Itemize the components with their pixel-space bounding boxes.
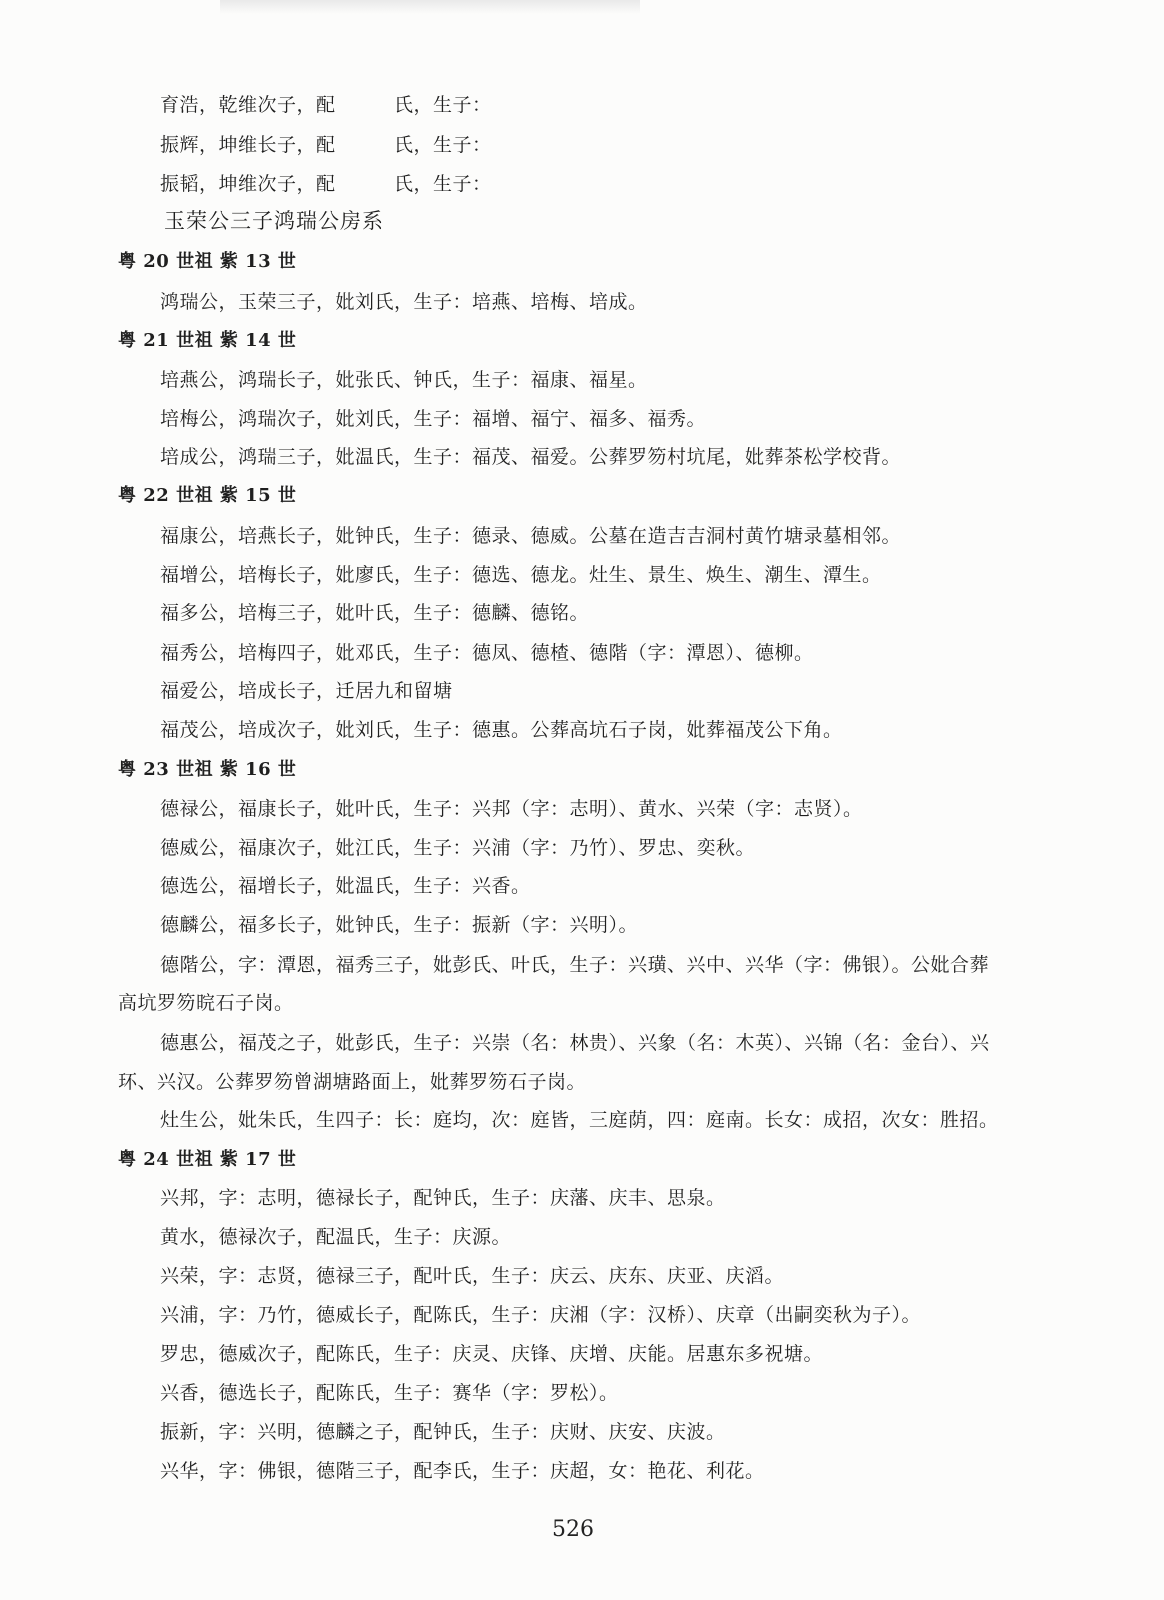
entry-line: 福茂公，培成次子，妣刘氏，生子：德惠。公葬高坑石子岗，妣葬福茂公下角。 — [160, 719, 843, 741]
generation-heading: 粤 23 世祖 紫 16 世 — [118, 759, 297, 780]
entry-line: 福秀公，培梅四子，妣邓氏，生子：德凤、德楂、德階（字：潭恩）、德柳。 — [160, 642, 814, 664]
entry-line: 兴香，德选长子，配陈氏，生子：赛华（字：罗松）。 — [160, 1382, 619, 1404]
entry-line: 福爱公，培成长子，迁居九和留塘 — [160, 680, 453, 702]
entry-line: 培成公，鸿瑞三子，妣温氏，生子：福茂、福爱。公葬罗笏村坑尾，妣葬茶松学校背。 — [160, 446, 902, 468]
entry-line: 黄水，德禄次子，配温氏，生子：庆源。 — [160, 1226, 512, 1248]
entry-line: 福多公，培梅三子，妣叶氏，生子：德麟、德铭。 — [160, 602, 590, 624]
entry-line: 德选公，福增长子，妣温氏，生子：兴香。 — [160, 875, 531, 897]
entry-line: 兴华，字：佛银，德階三子，配李氏，生子：庆超，女：艳花、利花。 — [160, 1460, 765, 1482]
entry-line: 罗忠，德威次子，配陈氏，生子：庆灵、庆锋、庆增、庆能。居惠东多祝塘。 — [160, 1343, 824, 1365]
generation-heading: 粤 21 世祖 紫 14 世 — [118, 330, 297, 351]
generation-heading: 粤 22 世祖 紫 15 世 — [118, 485, 297, 506]
entry-line: 培梅公，鸿瑞次子，妣刘氏，生子：福增、福宁、福多、福秀。 — [160, 408, 707, 430]
house-lineage-title: 玉荣公三子鸿瑞公房系 — [164, 209, 384, 233]
scan-edge-shadow — [220, 0, 640, 14]
entry-line: 德階公，字：潭恩，福秀三子，妣彭氏、叶氏，生子：兴璜、兴中、兴华（字：佛银）。公妣合葬 — [160, 954, 990, 976]
entry-line: 育浩，乾维次子，配 氏，生子： — [160, 94, 492, 116]
page-number: 526 — [552, 1517, 594, 1542]
entry-line: 福增公，培梅长子，妣廖氏，生子：德选、德龙。灶生、景生、焕生、潮生、潭生。 — [160, 564, 882, 586]
entry-line: 兴邦，字：志明，德禄长子，配钟氏，生子：庆藩、庆丰、思泉。 — [160, 1187, 726, 1209]
generation-heading: 粤 20 世祖 紫 13 世 — [118, 251, 297, 272]
entry-line: 德威公，福康次子，妣江氏，生子：兴浦（字：乃竹）、罗忠、奕秋。 — [160, 837, 756, 859]
entry-line: 灶生公，妣朱氏，生四子：长：庭均，次：庭皆，三庭荫，四：庭南。长女：成招，次女：胜招。 — [160, 1109, 999, 1131]
entry-continuation: 高坑罗笏晥石子岗。 — [118, 992, 294, 1014]
entry-line: 福康公，培燕长子，妣钟氏，生子：德录、德威。公墓在造吉吉洞村黄竹塘录墓相邻。 — [160, 525, 902, 547]
entry-line: 兴浦，字：乃竹，德威长子，配陈氏，生子：庆湘（字：汉桥）、庆章（出嗣奕秋为子）。 — [160, 1304, 922, 1326]
entry-line: 兴荣，字：志贤，德禄三子，配叶氏，生子：庆云、庆东、庆亚、庆滔。 — [160, 1265, 785, 1287]
entry-line: 德麟公，福多长子，妣钟氏，生子：振新（字：兴明）。 — [160, 914, 639, 936]
entry-line: 德惠公，福茂之子，妣彭氏，生子：兴崇（名：林贵）、兴象（名：木英）、兴锦（名：金台）、兴 — [160, 1032, 990, 1054]
entry-line: 振辉，坤维长子，配 氏，生子： — [160, 134, 492, 156]
generation-heading: 粤 24 世祖 紫 17 世 — [118, 1149, 297, 1170]
entry-line: 振新，字：兴明，德麟之子，配钟氏，生子：庆财、庆安、庆波。 — [160, 1421, 726, 1443]
entry-line: 培燕公，鸿瑞长子，妣张氏、钟氏，生子：福康、福星。 — [160, 369, 648, 391]
entry-line: 鸿瑞公，玉荣三子，妣刘氏，生子：培燕、培梅、培成。 — [160, 291, 648, 313]
entry-line: 振韬，坤维次子，配 氏，生子： — [160, 173, 492, 195]
entry-line: 德禄公，福康长子，妣叶氏，生子：兴邦（字：志明）、黄水、兴荣（字：志贤）。 — [160, 798, 863, 820]
entry-continuation: 环、兴汉。公葬罗笏曾湖塘路面上，妣葬罗笏石子岗。 — [118, 1071, 587, 1093]
